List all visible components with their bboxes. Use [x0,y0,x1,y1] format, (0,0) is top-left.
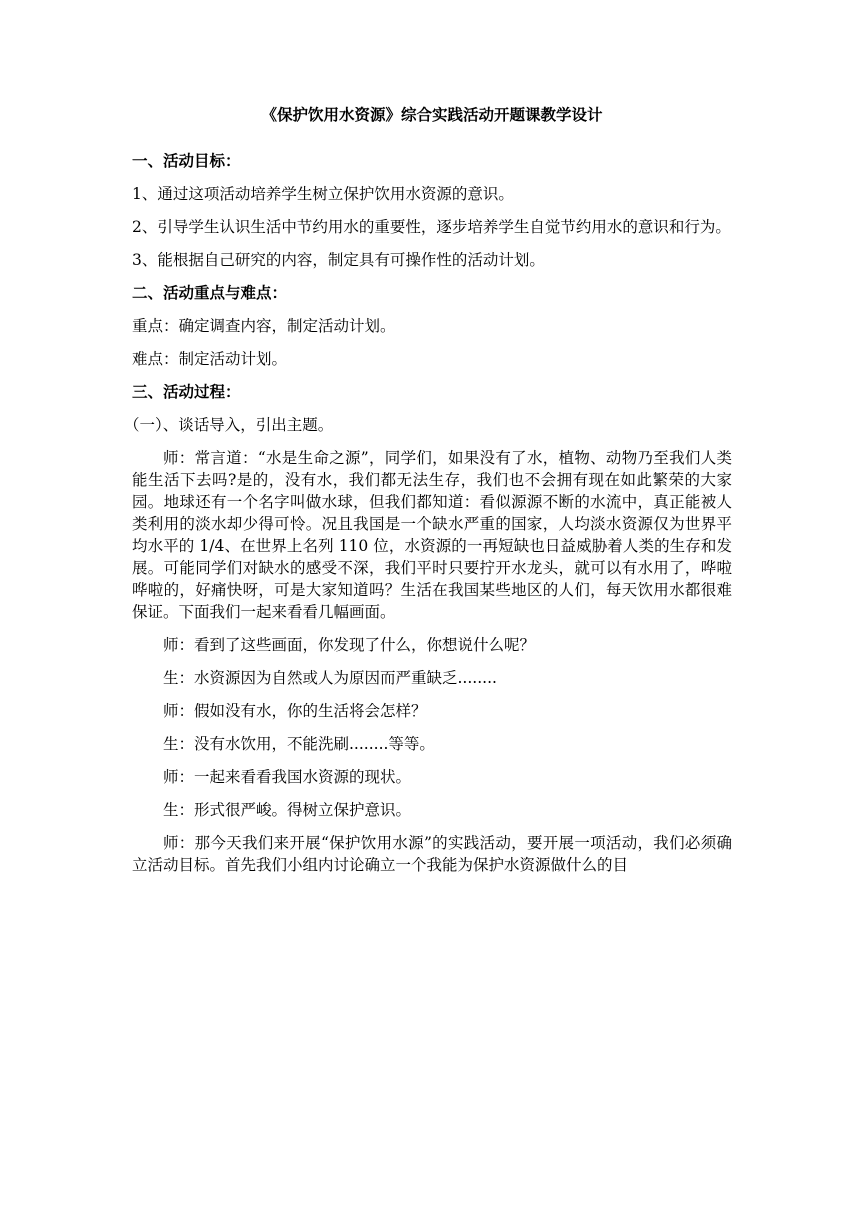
document-body [124,150,732,887]
document-page [124,0,732,1216]
objective-item: 1、通过这项活动培养学生树立保护饮用水资源的意识。 [132,185,514,203]
dialogue-line: 生：形式很严峻。得树立保护意识。 [163,801,412,819]
document-title: 《保护饮用水资源》综合实践活动开题课教学设计 [261,105,603,124]
dialogue-line: 师：假如没有水，你的生活将会怎样？ [163,702,427,720]
key-point-text: 重点：确定调查内容，制定活动计划。 [132,317,396,335]
difficult-point-text: 难点：制定活动计划。 [132,350,288,368]
teacher-intro-paragraph: 师：常言道：“水是生命之源”，同学们，如果没有了水，植物、动物乃至我们人类能生活下去吗?是的，没有水，我们都无法生存，我们也不会拥有现在如此繁荣的大家园。地球还有一个名字叫做水球，但我们都知道：看似源源不断的水流中，真正能被人类利用的淡水却少得可怜。况且我国是一个缺水严重的国家，人均淡水资源仅为世界平均水平的 1/4、在世界上名列 110 位，水资源的一再短缺也日益威胁着人类的生存和发展。可能同学们对缺水的感受不深，我们平时只要拧开水龙头，就可以有水用了，哗啦哗啦的，好痛快呀，可是大家知道吗？生活在我国某些地区的人们，每天饮用水都很难保证。下面我们一起来看看几幅画面。 [132,449,732,621]
process-subheading: （一）、谈话导入，引出主题。 [124,416,334,434]
dialogue-line: 师：一起来看看我国水资源的现状。 [163,768,412,786]
dialogue-line: 生：水资源因为自然或人为原因而严重缺乏........ [163,669,497,687]
dialogue-line: 师：看到了这些画面，你发现了什么，你想说什么呢？ [163,636,536,654]
teacher-closing-paragraph: 师：那今天我们来开展“保护饮用水源”的实践活动，要开展一项活动，我们必须确立活动目标。首先我们小组内讨论确立一个我能为保护水资源做什么的目 [132,834,732,874]
dialogue-line: 生：没有水饮用，不能洗刷........等等。 [163,735,435,753]
section-heading-process: 三、活动过程： [132,382,241,401]
objective-item: 2、引导学生认识生活中节约用水的重要性，逐步培养学生自觉节约用水的意识和行为。 [132,218,731,236]
section-heading-key-points: 二、活动重点与难点： [132,283,288,302]
objective-item: 3、能根据自己研究的内容，制定具有可操作性的活动计划。 [132,251,545,269]
section-heading-objectives: 一、活动目标： [132,151,241,170]
